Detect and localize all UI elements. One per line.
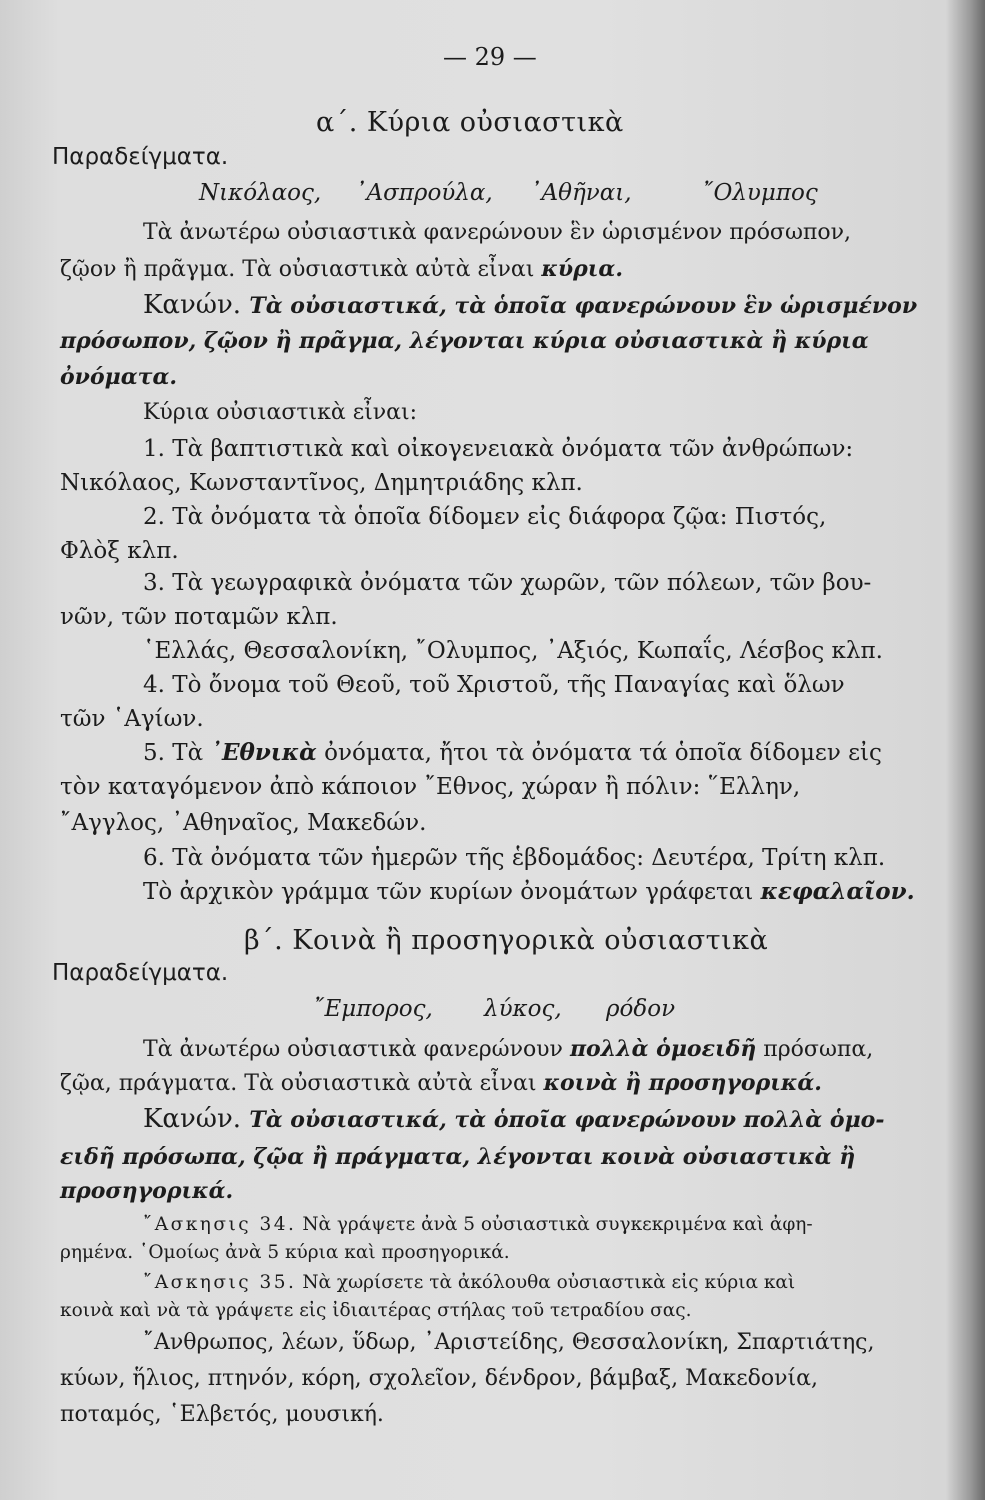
words-line3: ποταμός, ῾Ελβετός, μουσική. [60, 1402, 384, 1427]
item5-rest: ὀνόματα, ἤτοι τὰ ὀνόματα τά ὁποῖα δίδομεν εἰς [316, 740, 882, 766]
example-word-2: ᾿Ασπρούλα, [355, 180, 493, 206]
example-word-1: Νικόλαος, [199, 180, 322, 206]
exercise-35-label: ῎Ασκησις 35. [143, 1272, 297, 1293]
section-a-desc-text: ζῷον ἢ πρᾶγμα. Τὰ οὐσιαστικὰ αὐτὰ εἶναι [60, 257, 542, 282]
section-b-desc-bold: πολλὰ ὁμοειδῆ [569, 1036, 757, 1062]
item3-line1: 3. Τὰ γεωγραφικὰ ὀνόματα τῶν χωρῶν, τῶν πόλεων, τῶν βου- [143, 570, 872, 596]
rule-text: Τὰ οὐσιαστικά, τὰ ὁποῖα φανερώνουν ἓν ὡρισμένον [249, 293, 918, 319]
section-b-desc-line2 [60, 1068, 822, 1099]
exercise-35-line1 [143, 1268, 795, 1298]
example-b-word-1: ῎Εμπορος, [313, 996, 433, 1022]
item3-line2: νῶν, τῶν ποταμῶν κλπ. [60, 604, 338, 630]
exercise-35-text: Νὰ χωρίσετε τὰ ἀκόλουθα οὐσιαστικὰ εἰς κύρια καὶ [296, 1272, 796, 1293]
exercise-34-text: Νὰ γράψετε ἀνὰ 5 οὐσιαστικὰ συγκεκριμένα καὶ ἀφη- [296, 1214, 813, 1235]
example-b-word-3: ρόδον [606, 996, 676, 1022]
rule-b-label: Κανών. [143, 1104, 250, 1134]
rule-label: Κανών. [143, 290, 250, 320]
item5-prefix: 5. Τὰ [143, 740, 211, 766]
section-b-heading: β΄. Κοινὰ ἢ προσηγορικὰ οὐσιαστικὰ [244, 925, 769, 956]
example-word-4: ῎Ολυμπος [702, 180, 818, 206]
item6: 6. Τὰ ὀνόματα τῶν ἡμερῶν τῆς ἑβδομάδος: Δευτέρα, Τρίτη κλπ. [143, 845, 886, 871]
section-a-heading: α΄. Κύρια οὐσιαστικὰ [316, 107, 624, 138]
section-a-examples-label: Παραδείγματα. [52, 144, 229, 170]
item5-line2: τὸν καταγόμενον ἀπὸ κάποιον ῎Εθνος, χώραν ἢ πόλιν: ῞Ελλην, [60, 774, 801, 800]
exercise-34-line2: ρημένα. ῾Ομοίως ἀνὰ 5 κύρια καὶ προσηγορικά. [60, 1242, 510, 1263]
section-b-desc-line1 [143, 1034, 873, 1065]
section-a-desc-line2 [60, 254, 623, 285]
item5-line1 [143, 738, 882, 768]
item2-line1: 2. Τὰ ὀνόματα τὰ ὁποῖα δίδομεν εἰς διάφορα ζῷα: Πιστός, [143, 504, 827, 530]
item4-line1: 4. Τὸ ὄνομα τοῦ Θεοῦ, τοῦ Χριστοῦ, τῆς Παναγίας καὶ ὅλων [143, 672, 845, 698]
words-line2: κύων, ἥλιος, πτηνόν, κόρη, σχολεῖον, δένδρον, βάμβαξ, Μακεδονία, [60, 1366, 819, 1391]
capital-bold: κεφαλαῖον. [760, 878, 915, 905]
item1-line2: Νικόλαος, Κωνσταντῖνος, Δημητριάδης κλπ. [60, 470, 583, 496]
section-b-desc2-bold: κοινὰ ἢ προσηγορικά. [543, 1070, 822, 1096]
section-b-rule-line3: προσηγορικά. [60, 1178, 234, 1204]
capital-letter-line [143, 877, 915, 907]
section-b-desc-text: Τὰ ἀνωτέρω οὐσιαστικὰ φανερώνουν [143, 1037, 570, 1062]
item4-line2: τῶν ῾Αγίων. [60, 706, 204, 732]
item2-line2: Φλὸξ κλπ. [60, 538, 179, 564]
section-a-rule-line3: ὀνόματα. [60, 364, 178, 390]
section-b-desc-end: πρόσωπα, [756, 1037, 874, 1062]
page-number: — 29 — [443, 43, 537, 71]
section-b-rule-line2: ειδῆ πρόσωπα, ζῷα ἢ πράγματα, λέγονται κοινὰ οὐσιαστικὰ ἢ [60, 1144, 856, 1170]
section-a-rule-line1 [143, 290, 917, 322]
capital-text: Τὸ ἀρχικὸν γράμμα τῶν κυρίων ὀνομάτων γράφεται [143, 879, 761, 905]
section-a-desc-line1: Τὰ ἀνωτέρω οὐσιαστικὰ φανερώνουν ἓν ὡρισμένον πρόσωπον, [143, 220, 851, 245]
item5-line3: ῎Αγγλος, ᾿Αθηναῖος, Μακεδών. [60, 810, 427, 836]
exercise-35-line2: κοινὰ καὶ νὰ τὰ γράψετε εἰς ἰδιαιτέρας στήλας τοῦ τετραδίου σας. [60, 1300, 692, 1321]
words-line1: ῎Ανθρωπος, λέων, ὕδωρ, ᾿Αριστείδης, Θεσσαλονίκη, Σπαρτιάτης, [143, 1330, 875, 1355]
rule-b-text: Τὰ οὐσιαστικά, τὰ ὁποῖα φανερώνουν πολλὰ ὁμο- [249, 1107, 885, 1133]
exercise-34-label: ῎Ασκησις 34. [143, 1214, 297, 1235]
item5-bold: ᾿Εθνικὰ [210, 739, 317, 766]
section-b-rule-line1 [143, 1104, 884, 1136]
example-word-3: ᾿Αθῆναι, [530, 180, 632, 206]
exercise-34-line1 [143, 1210, 813, 1240]
item1-line1: 1. Τὰ βαπτιστικὰ καὶ οἰκογενειακὰ ὀνόματα τῶν ἀνθρώπων: [143, 436, 854, 462]
item3-line3: ῾Ελλάς, Θεσσαλονίκη, ῎Ολυμπος, ᾿Αξιός, Κωπαΐς, Λέσβος κλπ. [143, 638, 883, 664]
section-b-desc2-text: ζῷα, πράγματα. Τὰ οὐσιαστικὰ αὐτὰ εἶναι [60, 1071, 544, 1096]
section-a-rule-line2: πρόσωπον, ζῷον ἢ πρᾶγμα, λέγονται κύρια οὐσιαστικὰ ἢ κύρια [60, 328, 869, 354]
section-a-desc-bold: κύρια. [541, 256, 623, 282]
section-b-examples-label: Παραδείγματα. [52, 960, 229, 986]
example-b-word-2: λύκος, [484, 996, 562, 1022]
section-a-intro: Κύρια οὐσιαστικὰ εἶναι: [143, 400, 418, 425]
